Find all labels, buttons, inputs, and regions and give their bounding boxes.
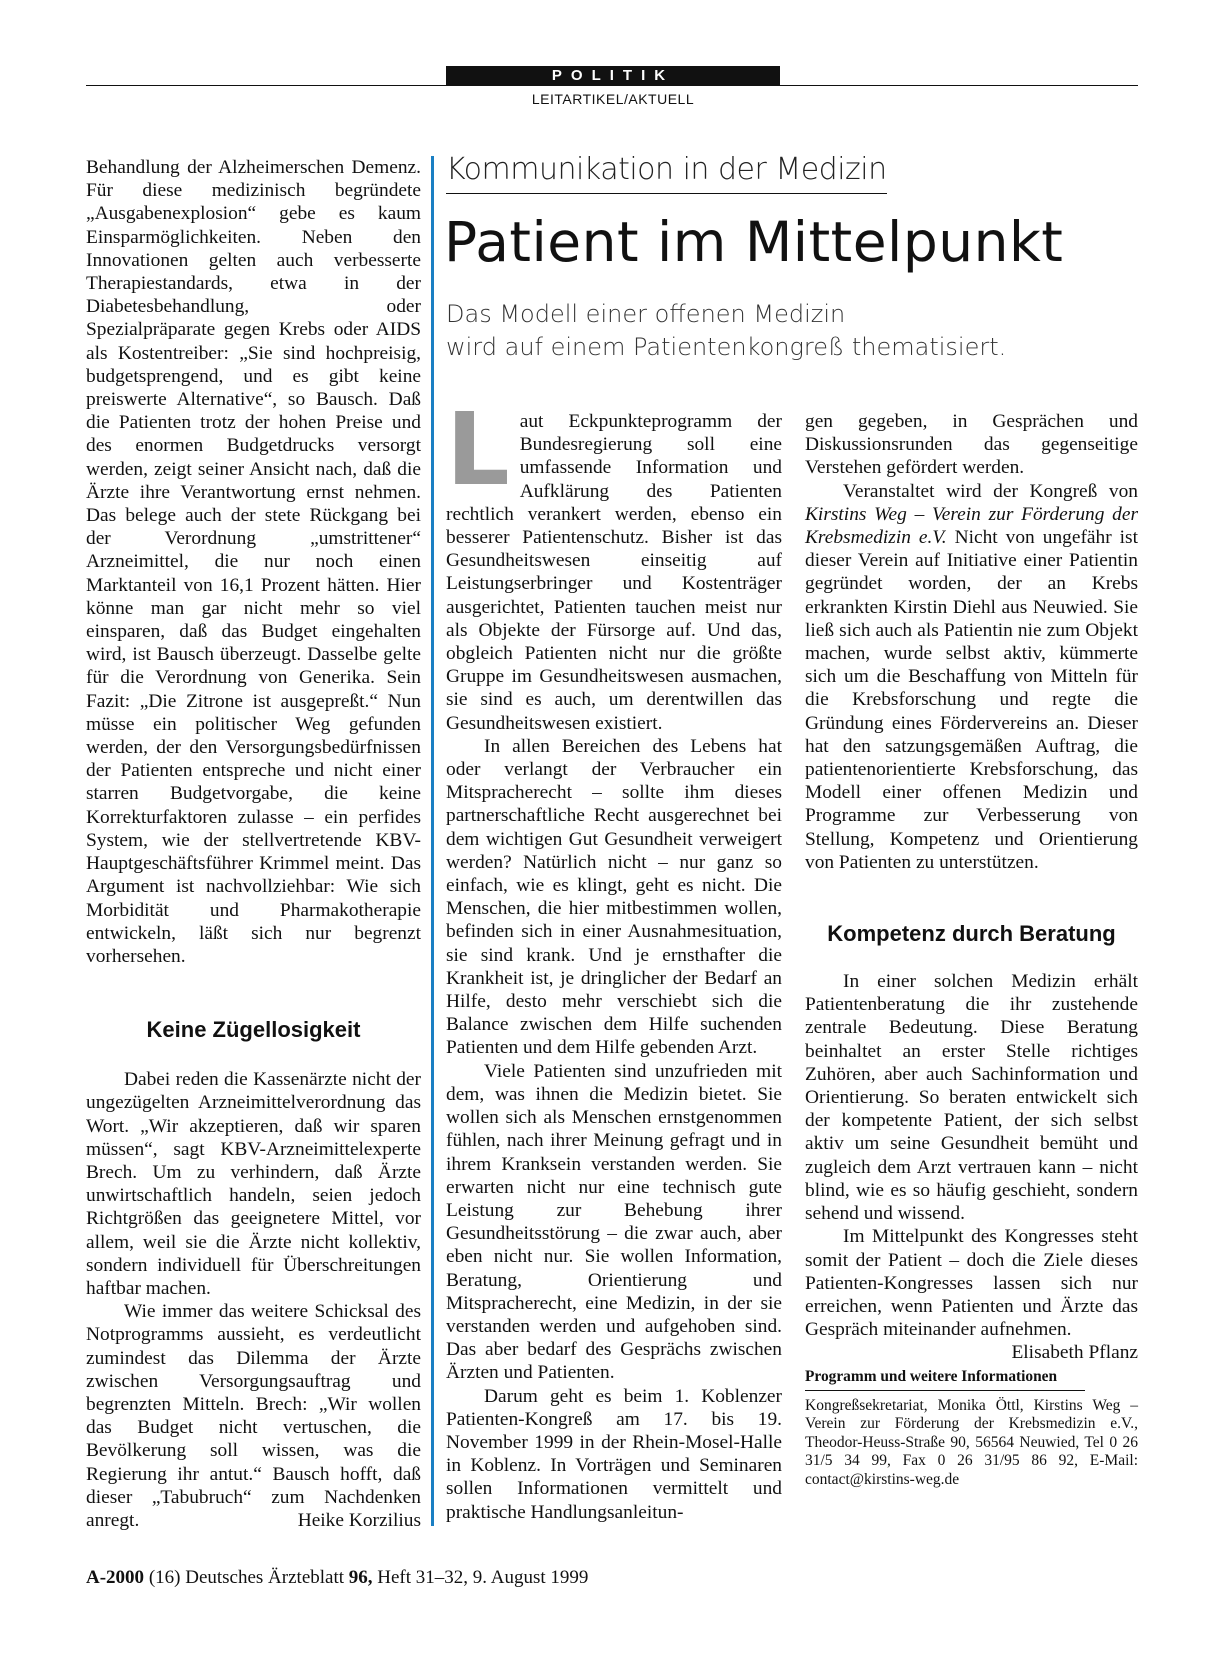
footer-text: (16) Deutsches Ärzteblatt <box>144 1567 349 1588</box>
subhead-line: Das Modell einer offenen Medizin <box>446 300 846 328</box>
right-paragraph <box>805 1225 1138 1364</box>
middle-paragraph-text: aut Eckpunkteprogramm der Bundesregierung soll eine umfassende Information und Aufklärung des Patienten rechtlich verankert werden, ebenso ein besserer Patientenschutz. Bisher ist das Gesundheitswesen einseitig auf Leistungserbringer und Kostenträger ausgerichtet, Patienten tauchen meist nur als Objekte der Fürsorge auf. Und das, obgleich Patienten nicht nur die größte Gruppe im Gesundheitswesen ausmachen, sie sind es auch, um derentwillen das Gesundheitswesen existiert. <box>446 411 782 734</box>
left-column <box>86 156 421 1532</box>
right-paragraph: gen gegeben, in Gesprächen und Diskussionsrunden das gegenseitige Verstehen gefördert werden. <box>805 411 1138 479</box>
left-paragraph: Behandlung der Alzheimerschen Demenz. Für diese medizinisch begründete „Ausgabenexplosion“ gebe es kaum Einsparmöglichkeiten. Neben den Innovationen gelten auch verbesserte Therapiestandards, etwa in der Diabetesbehandlung, oder Spezialpräparate gegen Krebs oder AIDS als Kostentreiber: „Sie sind hochpreisig, budgetsprengend, und es gibt keine preiswerte Alternative“, so Bausch. Daß die Patienten trotz der hohen Preise und des enormen Budgetdrucks versorgt werden, zeigt seiner Ansicht nach, daß die Ärzte ihre Verantwortung ernst nehmen. Das belege auch der stete Rückgang bei der Verordnung „umstrittener“ Arzneimittel, die nur noch einen Marktanteil von 16,1 Prozent hätten. Hier könne man gar nicht mehr so viel einsparen, daß das Budget eingehalten wird, ist Bausch überzeugt. Dasselbe gelte für die Verordnung von Generika. Sein Fazit: „Die Zitrone ist ausgepreßt.“ Nun müsse ein politischer Weg gefunden werden, der den Versorgungsbedürfnissen der Patienten entspreche und nicht einer starren Budgetvorgabe, die keine Korrekturfaktoren zulasse – ein perfides System, wie der stellvertretende KBV-Hauptgeschäftsführer Krimmel meint. Das Argument ist nachvollziehbar: Wie sich Morbidität und Pharmakotherapie entwickeln, läßt sich nur begrenzt vorhersehen. <box>86 157 421 967</box>
organization-name: Kirstins Weg – Verein zur Förderung der Krebsmedizin e.V. <box>805 503 1138 549</box>
page-footer <box>86 1567 588 1589</box>
info-box <box>805 1365 1138 1490</box>
article-kicker: Kommunikation in der Medizin <box>446 152 887 194</box>
section-heading-keine-zuegellosigkeit: Keine Zügellosigkeit <box>146 1017 361 1043</box>
info-box-text: Kongreßsekretariat, Monika Öttl, Kirstins Weg – Verein zur Förderung der Krebsmedizin e.V., Theodor-Heuss-Straße 90, 56564 Neuwied, Tel 0 26 31/5 34 99, Fax 0 26 31/95 86 92, E-Mail: contact@kirstins-weg.de <box>805 1396 1138 1488</box>
middle-column <box>446 391 782 1524</box>
left-paragraph: Dabei reden die Kassenärzte nicht der ungezügelten Arzneimittelverordnung das Wort. „Wir akzeptieren, daß wir sparen müssen“, sagt KBV-Arzneimittelexperte Brech. Um zu verhindern, daß Ärzte unwirtschaftlich handeln, seien jedoch Richtgrößen das geeignetere Mittel, vor allem, weil sie die Ärzte nicht kollektiv, sondern individuell für Überschreitungen haftbar machen. <box>86 1069 421 1299</box>
section-heading-kompetenz-durch-beratung: Kompetenz durch Beratung <box>827 921 1116 947</box>
volume-number: 96, <box>348 1567 373 1588</box>
right-column <box>805 410 1138 1489</box>
drop-cap: L <box>446 391 510 508</box>
article-subhead <box>446 298 1006 364</box>
left-paragraph-text: Wie immer das weitere Schicksal des Notprogramms aussieht, es verdeutlicht zumindest das Dilemma der Ärzte zwischen Versorgungsauftrag und begrenzten Mitteln. Brech: „Wir wollen das Budget nicht vertuschen, die Bevölkerung soll wissen, was die Regierung ihr antut.“ Bausch hofft, daß dieser „Tabubruch“ zum Nachdenken anregt. <box>86 1301 421 1531</box>
right-paragraph: In einer solchen Medizin erhält Patientenberatung die ihr zustehende zentrale Bedeutung. Diese Beratung beinhaltet an erster Stelle richtiges Zuhören, aber auch Sachinformation und Orientierung. So beraten entwickelt sich der kompetente Patient, der sich selbst aktiv um seine Gesundheit bemüht und zugleich dem Arzt vertrauen kann – nicht blind, wie es so häufig geschieht, sondern sehend und wissend. <box>805 971 1138 1225</box>
author-byline: Elisabeth Pflanz <box>1011 1342 1138 1364</box>
page-number: A-2000 <box>86 1567 145 1588</box>
right-paragraph-text: Veranstaltet wird der Kongreß von <box>843 480 1138 502</box>
author-byline: Heike Korzilius <box>297 1509 421 1531</box>
info-box-title: Programm und weitere Informationen <box>805 1365 1085 1391</box>
right-paragraph-text: Im Mittelpunkt des Kongresses steht somit der Patient – doch die Ziele dieses Patienten-Kongresses lassen sich nur erreichen, wenn Patienten und Ärzte das Gespräch miteinander aufnehmen. <box>805 1226 1138 1341</box>
middle-paragraph: Viele Patienten sind unzufrieden mit dem, was ihnen die Medizin bietet. Sie wollen sich als Menschen ernstgenommen fühlen, nach ihrer Meinung gefragt und in ihrem Kranksein verstanden werden. Sie erwarten nicht nur eine technisch gute Leistung zur Behebung ihrer Gesundheitsstörung – die zwar auch, aber eben nicht nur. Sie wollen Information, Beratung, Orientierung und Mitspracherecht, eine Medizin, in der sie verstanden werden und aufgehoben sind. Das aber bedarf des Gesprächs zwischen Ärzten und Patienten. <box>446 1060 782 1384</box>
middle-paragraph: In allen Bereichen des Lebens hat oder verlangt der Verbraucher ein Mitspracherecht – sollte ihm dieses partnerschaftliche Recht ausgerechnet bei dem wichtigen Gut Gesundheit verweigert werden? Natürlich nicht – nur ganz so einfach, wie es klingt, geht es nicht. Die Menschen, die hier mitbestimmen wollen, befinden sich in einer Ausnahmesituation, sie sind krank. Und je ernsthafter die Krankheit ist, je dringlicher der Bedarf an Hilfe, desto mehr verschiebt sich die Balance zwischen dem Hilfe suchenden Patienten und dem Hilfe gebenden Arzt. <box>446 735 782 1059</box>
right-paragraph <box>805 480 1138 874</box>
left-paragraph <box>86 1300 421 1532</box>
article-headline: Patient im Mittelpunkt <box>444 210 1064 274</box>
middle-paragraph: Darum geht es beim 1. Koblenzer Patienten-Kongreß am 17. bis 19. November 1999 in der Rhein-Mosel-Halle in Koblenz. In Vorträgen und Seminaren sollen Informationen vermittelt und praktische Handlungsanleitun- <box>446 1385 782 1523</box>
middle-paragraph <box>446 391 782 735</box>
subhead-line: wird auf einem Patientenkongreß thematisiert. <box>446 333 1007 361</box>
right-paragraph-text: Nicht von ungefähr ist dieser Verein auf Initiative einer Patientin gegründet worden, der an Krebs erkrankten Kirstin Diehl aus Neuwied. Sie ließ sich auch als Patientin nie zum Objekt machen, wurde selbst aktiv, kümmerte sich um die Beschaffung von Mitteln für die Krebsforschung und regte die Gründung eines Fördervereins an. Dieser hat den satzungsgemäßen Auftrag, die patientenorientierte Krebsforschung, das Modell einer offenen Medizin und Programme zur Verbesserung von Stellung, Kompetenz und Orientierung von Patienten zu unterstützen. <box>805 527 1138 873</box>
column-divider <box>431 156 434 1526</box>
subsection-label: LEITARTIKEL/AKTUELL <box>531 91 695 107</box>
footer-text: Heft 31–32, 9. August 1999 <box>372 1567 589 1588</box>
section-banner: POLITIK <box>446 66 780 86</box>
